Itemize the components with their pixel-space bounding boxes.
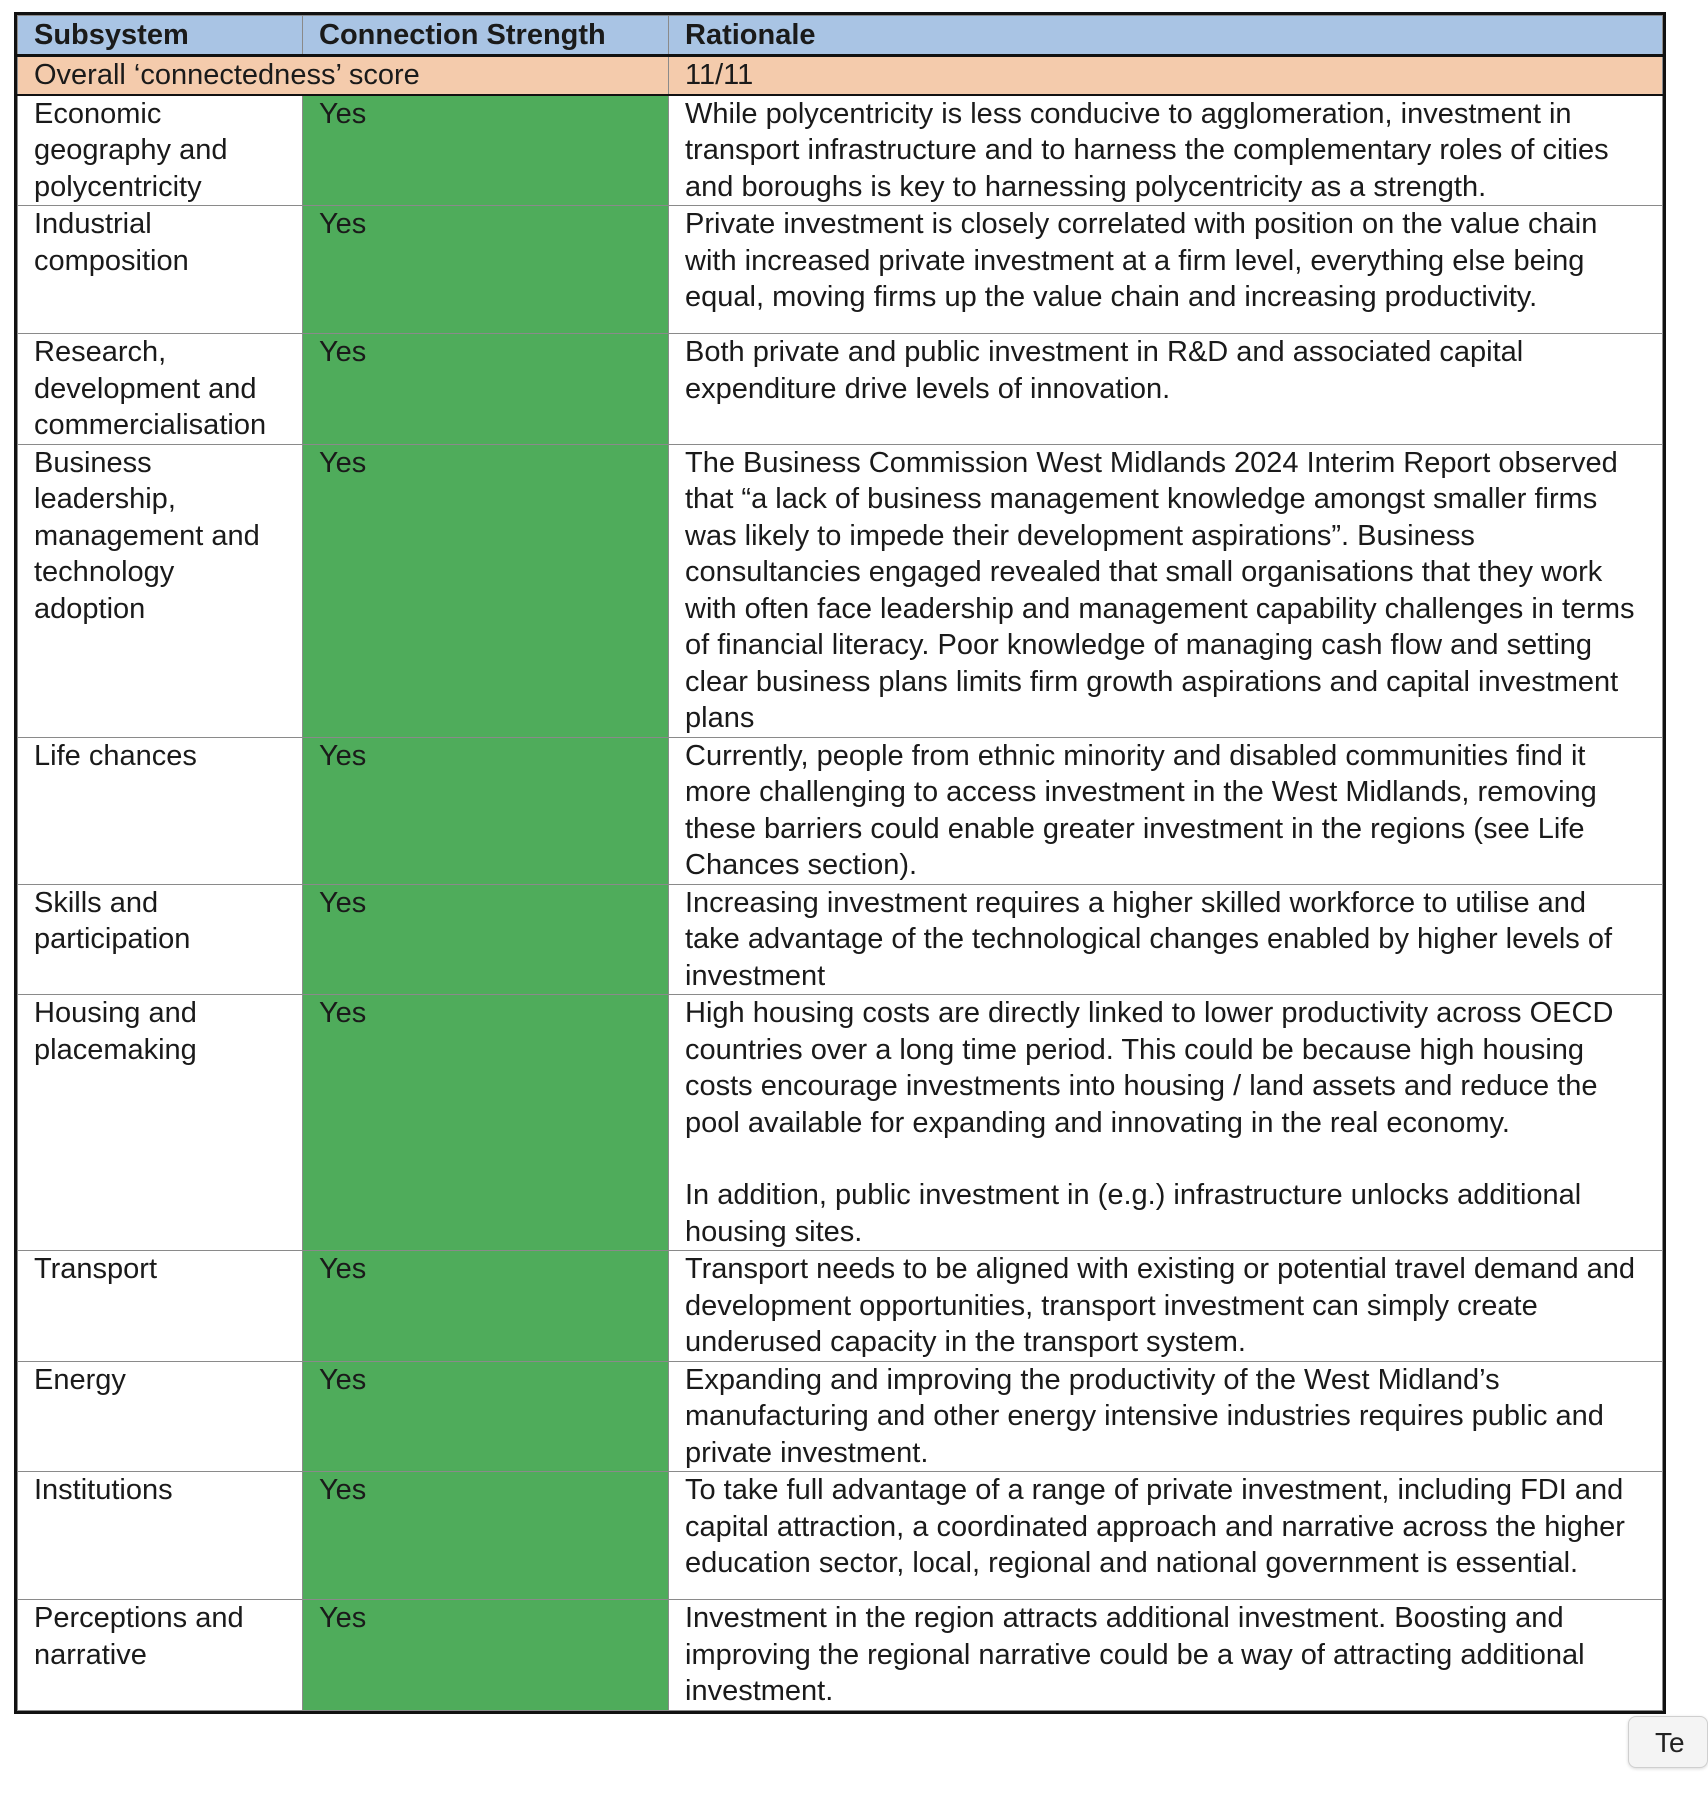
rationale-paragraph: Expanding and improving the productivity of the West Midland’s manufacturing and other energy intensive industries requires public and private investment. bbox=[685, 1363, 1604, 1469]
subsystem-cell: Energy bbox=[18, 1361, 303, 1472]
table-row bbox=[18, 1361, 1663, 1472]
rationale-cell bbox=[669, 1251, 1663, 1362]
overall-score-value: 11/11 bbox=[669, 56, 1663, 95]
connection-strength-cell: Yes bbox=[303, 1600, 669, 1711]
connection-strength-cell: Yes bbox=[303, 995, 669, 1251]
table-row bbox=[18, 1472, 1663, 1600]
rationale-paragraph: Currently, people from ethnic minority and disabled communities find it more challenging to access investment in the West Midlands, removing these barriers could enable greater investment in the regions (see Life Chances section). bbox=[685, 739, 1597, 881]
rationale-cell bbox=[669, 444, 1663, 737]
rationale-cell bbox=[669, 1361, 1663, 1472]
subsystem-cell: Economic geography and polycentricity bbox=[18, 95, 303, 206]
rationale-cell bbox=[669, 334, 1663, 445]
rationale-paragraph: Investment in the region attracts additional investment. Boosting and improving the regional narrative could be a way of attracting additional investment. bbox=[685, 1602, 1585, 1707]
table-row bbox=[18, 737, 1663, 884]
rationale-paragraph: The Business Commission West Midlands 2024 Interim Report observed that “a lack of business management knowledge amongst smaller firms was likely to impede their development aspirations”. Business consultancies engaged revealed that small organisations that they work with often face leadership and management capability challenges in terms of financial literacy. Poor knowledge of managing cash flow and setting clear business plans limits firm growth aspirations and capital investment plans bbox=[685, 446, 1635, 734]
floating-tab-chip[interactable]: Te bbox=[1628, 1716, 1708, 1768]
rationale-paragraph: High housing costs are directly linked to lower productivity across OECD countries over a long time period. This could be because high housing costs encourage investments into housing / land assets and reduce the pool available for expanding and innovating in the real economy. bbox=[685, 997, 1614, 1139]
connection-strength-cell: Yes bbox=[303, 1472, 669, 1600]
connection-strength-cell: Yes bbox=[303, 1361, 669, 1472]
table-row bbox=[18, 206, 1663, 334]
connection-strength-cell: Yes bbox=[303, 737, 669, 884]
rationale-cell bbox=[669, 884, 1663, 995]
overall-score-label: Overall ‘connectedness’ score bbox=[18, 56, 669, 95]
subsystem-cell: Institutions bbox=[18, 1472, 303, 1600]
header-subsystem: Subsystem bbox=[18, 16, 303, 56]
subsystem-cell: Industrial composition bbox=[18, 206, 303, 334]
rationale-cell bbox=[669, 737, 1663, 884]
table-row bbox=[18, 884, 1663, 995]
header-connection-strength: Connection Strength bbox=[303, 16, 669, 56]
subsystem-cell: Skills and participation bbox=[18, 884, 303, 995]
connectedness-table-container bbox=[14, 12, 1666, 1714]
table-row bbox=[18, 95, 1663, 206]
rationale-paragraph: Increasing investment requires a higher skilled workforce to utilise and take advantage of the technological changes enabled by higher levels of investment bbox=[685, 886, 1613, 992]
rationale-paragraph: Transport needs to be aligned with existing or potential travel demand and development opportunities, transport investment can simply create underused capacity in the transport system. bbox=[685, 1253, 1636, 1358]
subsystem-cell: Housing and placemaking bbox=[18, 995, 303, 1251]
rationale-paragraph: Private investment is closely correlated with position on the value chain with increased private investment at a firm level, everything else being equal, moving firms up the value chain and increasing productivity. bbox=[685, 208, 1598, 313]
subsystem-cell: Life chances bbox=[18, 737, 303, 884]
rationale-paragraph: To take full advantage of a range of private investment, including FDI and capital attraction, a coordinated approach and narrative across the higher education sector, local, regional and national government is essential. bbox=[685, 1474, 1625, 1579]
rationale-paragraph: While polycentricity is less conducive to agglomeration, investment in transport infrastructure and to harness the complementary roles of cities and boroughs is key to harnessing polycentricity as a strength. bbox=[685, 97, 1609, 203]
rationale-paragraph: In addition, public investment in (e.g.) infrastructure unlocks additional housing sites. bbox=[685, 1179, 1582, 1248]
subsystem-cell: Business leadership, management and technology adoption bbox=[18, 444, 303, 737]
header-row bbox=[18, 16, 1663, 56]
rationale-cell bbox=[669, 95, 1663, 206]
subsystem-cell: Research, development and commercialisation bbox=[18, 334, 303, 445]
header-rationale: Rationale bbox=[669, 16, 1663, 56]
overall-score-row bbox=[18, 56, 1663, 95]
connectedness-table bbox=[17, 15, 1663, 1711]
connection-strength-cell: Yes bbox=[303, 884, 669, 995]
rationale-cell bbox=[669, 995, 1663, 1251]
table-row bbox=[18, 1600, 1663, 1711]
connection-strength-cell: Yes bbox=[303, 1251, 669, 1362]
rationale-cell bbox=[669, 206, 1663, 334]
rationale-cell bbox=[669, 1600, 1663, 1711]
table-row bbox=[18, 444, 1663, 737]
rationale-paragraph: Both private and public investment in R&D and associated capital expenditure drive levels of innovation. bbox=[685, 336, 1524, 405]
connection-strength-cell: Yes bbox=[303, 444, 669, 737]
connection-strength-cell: Yes bbox=[303, 95, 669, 206]
connection-strength-cell: Yes bbox=[303, 206, 669, 334]
table-row bbox=[18, 995, 1663, 1251]
rationale-cell bbox=[669, 1472, 1663, 1600]
subsystem-cell: Perceptions and narrative bbox=[18, 1600, 303, 1711]
table-row bbox=[18, 334, 1663, 445]
subsystem-cell: Transport bbox=[18, 1251, 303, 1362]
table-row bbox=[18, 1251, 1663, 1362]
connection-strength-cell: Yes bbox=[303, 334, 669, 445]
